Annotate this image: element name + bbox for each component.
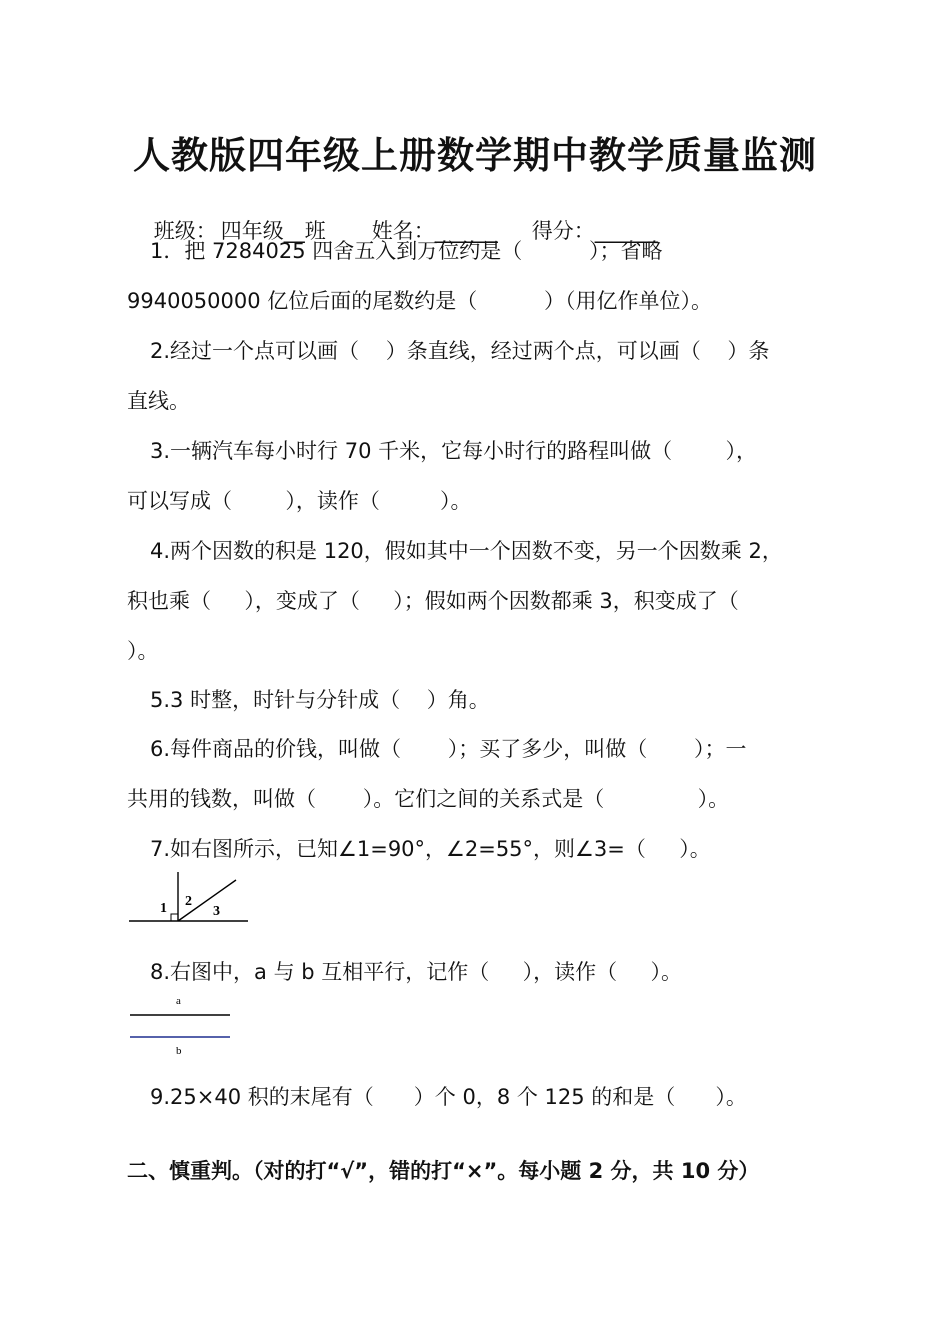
class-value: 四年级__班 bbox=[220, 219, 326, 243]
name-field: 姓名：______ bbox=[371, 219, 498, 243]
class-label: 班级： bbox=[153, 219, 217, 243]
question-4-line-1: 4.两个因数的积是 120，假如其中一个因数不变，另一个因数乘 2， bbox=[150, 539, 783, 563]
question-1-line-1: 1．把 7284025 四舍五入到万位约是（ ）；省略 bbox=[150, 239, 663, 263]
question-7-line-1: 7.如右图所示，已知∠1=90°，∠2=55°，则∠3=（ ）。 bbox=[150, 837, 711, 861]
question-3-line-1: 3.一辆汽车每小时行 70 千米，它每小时行的路程叫做（ ）， bbox=[150, 439, 758, 463]
question-6-line-2: 共用的钱数，叫做（ ）。它们之间的关系式是（ ）。 bbox=[127, 787, 730, 811]
parallel-lines-figure bbox=[126, 992, 236, 1058]
question-6-line-1: 6.每件商品的价钱，叫做（ ）；买了多少，叫做（ ）；一 bbox=[150, 737, 747, 761]
question-8-line-1: 8.右图中，a 与 b 互相平行，记作（ ），读作（ ）。 bbox=[150, 960, 683, 984]
question-1-line-2: 9940050000 亿位后面的尾数约是（ ）（用亿作单位）。 bbox=[127, 289, 713, 313]
angle-figure bbox=[126, 868, 252, 926]
angle-label-2: 2 bbox=[185, 894, 192, 909]
question-3-line-2: 可以写成（ ），读作（ ）。 bbox=[127, 489, 472, 513]
line-a-label: a bbox=[176, 995, 181, 1007]
angle-label-1: 1 bbox=[160, 901, 167, 916]
question-9-line-1: 9.25×40 积的末尾有（ ）个 0，8 个 125 的和是（ ）。 bbox=[150, 1085, 747, 1109]
question-5-line-1: 5.3 时整，时针与分针成（ ）角。 bbox=[150, 688, 490, 712]
question-2-line-1: 2.经过一个点可以画（ ）条直线，经过两个点，可以画（ ）条 bbox=[150, 339, 770, 363]
right-angle-mark bbox=[171, 914, 178, 921]
question-2-line-2: 直线。 bbox=[127, 389, 190, 413]
angle-label-3: 3 bbox=[213, 904, 220, 919]
question-4-line-3: ）。 bbox=[127, 639, 159, 663]
question-4-line-2: 积也乘（ ），变成了（ ）；假如两个因数都乘 3，积变成了（ bbox=[127, 589, 739, 613]
section-2-heading: 二、慎重判。（对的打“√”，错的打“×”。每小题 2 分，共 10 分） bbox=[127, 1159, 760, 1183]
page-title: 人教版四年级上册数学期中教学质量监测 bbox=[133, 134, 817, 177]
line-b-label: b bbox=[176, 1045, 182, 1057]
score-field: 得分：______ bbox=[531, 219, 658, 243]
